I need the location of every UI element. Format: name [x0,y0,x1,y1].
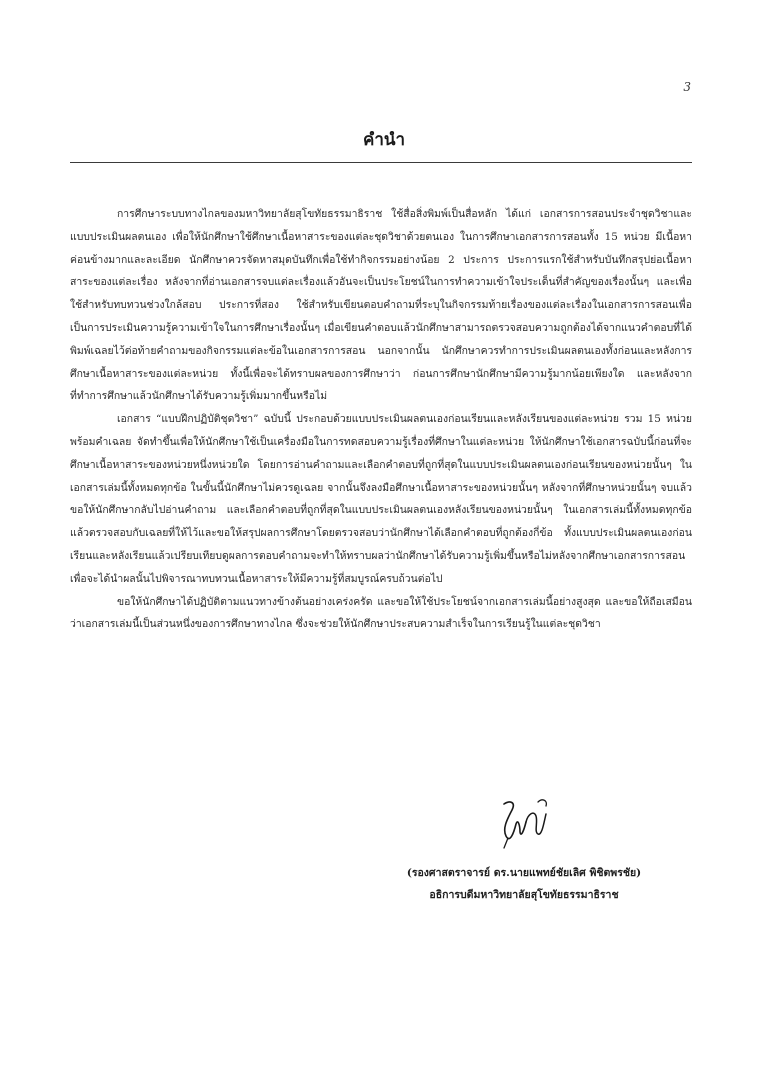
signature-block [350,862,698,906]
paragraph-2: เอกสาร “แบบฝึกปฏิบัติชุดวิชา” ฉบับนี้ ประกอบด้วยแบบประเมินผลตนเองก่อนเรียนและหลังเรียนของแต่ละหน่วย รวม 15 หน่วย พร้อมคำเฉลย จัดทำขึ้นเพื่อให้นักศึกษาใช้เป็นเครื่องมือในการทดสอบความรู้เรื่องที่ศึกษาในแต่ละหน่วย ให้นักศึกษาใช้เอกสารฉบับนี้ก่อนที่จะศึกษาเนื้อหาสาระของหน่วยหนึ่งหน่วยใด โดยการอ่านคำถามและเลือกคำตอบที่ถูกที่สุดในแบบประเมินผลตนเองก่อนเรียนของหน่วยนั้นๆ ในเอกสารเล่มนี้ทั้งหมดทุกข้อ ในขั้นนี้นักศึกษาไม่ควรดูเฉลย จากนั้นจึงลงมือศึกษาเนื้อหาสาระของหน่วยนั้นๆ หลังจากที่ศึกษาหน่วยนั้นๆ จบแล้ว ขอให้นักศึกษากลับไปอ่านคำถาม และเลือกคำตอบที่ถูกที่สุดในแบบประเมินผลตนเองหลังเรียนของหน่วยนั้นๆ ในเอกสารเล่มนี้ทั้งหมดทุกข้อแล้วตรวจสอบกับเฉลยที่ให้ไว้และขอให้สรุปผลการศึกษาโดยตรวจสอบว่านักศึกษาได้เลือกคำตอบที่ถูกต้องกี่ข้อ ทั้งแบบประเมินผลตนเองก่อนเรียนและหลังเรียนแล้วเปรียบเทียบดูผลการตอบคำถามจะทำให้ทราบผลว่านักศึกษาได้รับความรู้เพิ่มขึ้นหรือไม่หลังจากศึกษาเอกสารการสอน เพื่อจะได้นำผลนั้นไปพิจารณาทบทวนเนื้อหาสาระให้มีความรู้ที่สมบูรณ์ครบถ้วนต่อไป [70,413,692,585]
paragraph-1: การศึกษาระบบทางไกลของมหาวิทยาลัยสุโขทัยธรรมาธิราช ใช้สื่อสิ่งพิมพ์เป็นสื่อหลัก ได้แก่ เอกสารการสอนประจำชุดวิชาและแบบประเมินผลตนเอง เพื่อให้นักศึกษาใช้ศึกษาเนื้อหาสาระของแต่ละชุดวิชาด้วยตนเอง ในการศึกษาเอกสารการสอนทั้ง 15 หน่วย มีเนื้อหาค่อนข้างมากและละเอียด นักศึกษาควรจัดหาสมุดบันทึกเพื่อใช้ทำกิจกรรมอย่างน้อย 2 ประการ ประการแรกใช้สำหรับบันทึกสรุปย่อเนื้อหาสาระของแต่ละเรื่อง หลังจากที่อ่านเอกสารจบแต่ละเรื่องแล้วอันจะเป็นประโยชน์ในการทำความเข้าใจประเด็นที่สำคัญของเรื่องนั้นๆ และเพื่อใช้สำหรับทบทวนช่วงใกล้สอบ ประการที่สอง ใช้สำหรับเขียนตอบคำถามที่ระบุในกิจกรรมท้ายเรื่องของแต่ละเรื่องในเอกสารการสอนเพื่อเป็นการประเมินความรู้ความเข้าใจในการศึกษาเรื่องนั้นๆ เมื่อเขียนคำตอบแล้วนักศึกษาสามารถตรวจสอบความถูกต้องได้จากแนวคำตอบที่ได้พิมพ์เฉลยไว้ต่อท้ายคำถามของกิจกรรมแต่ละข้อในเอกสารการสอน นอกจากนั้น นักศึกษาควรทำการประเมินผลตนเองทั้งก่อนและหลังการศึกษาเนื้อหาสาระของแต่ละหน่วย ทั้งนี้เพื่อจะได้ทราบผลของการศึกษาว่า ก่อนการศึกษานักศึกษามีความรู้มากน้อยเพียงใด และหลังจากที่ทำการศึกษาแล้วนักศึกษาได้รับความรู้เพิ่มมากขึ้นหรือไม่ [70,208,692,403]
page-number: 3 [683,80,691,94]
paragraph-3: ขอให้นักศึกษาได้ปฏิบัติตามแนวทางข้างต้นอย่างเคร่งครัด และขอให้ใช้ประโยชน์จากเอกสารเล่มนี้อย่างสูงสุด และขอให้ถือเสมือนว่าเอกสารเล่มนี้เป็นส่วนหนึ่งของการศึกษาทางไกล ซึ่งจะช่วยให้นักศึกษาประสบความสำเร็จในการเรียนรู้ในแต่ละชุดวิชา [70,595,692,631]
signer-name: (รองศาสตราจารย์ ดร.นายแพทย์ชัยเลิศ พิชิตพรชัย) [406,867,642,879]
handwritten-signature [490,792,560,852]
title-divider [70,162,692,163]
preface-body [70,203,692,636]
signer-position: อธิการบดีมหาวิทยาลัยสุโขทัยธรรมาธิราช [429,889,619,901]
page-title: คำนำ [362,130,406,150]
